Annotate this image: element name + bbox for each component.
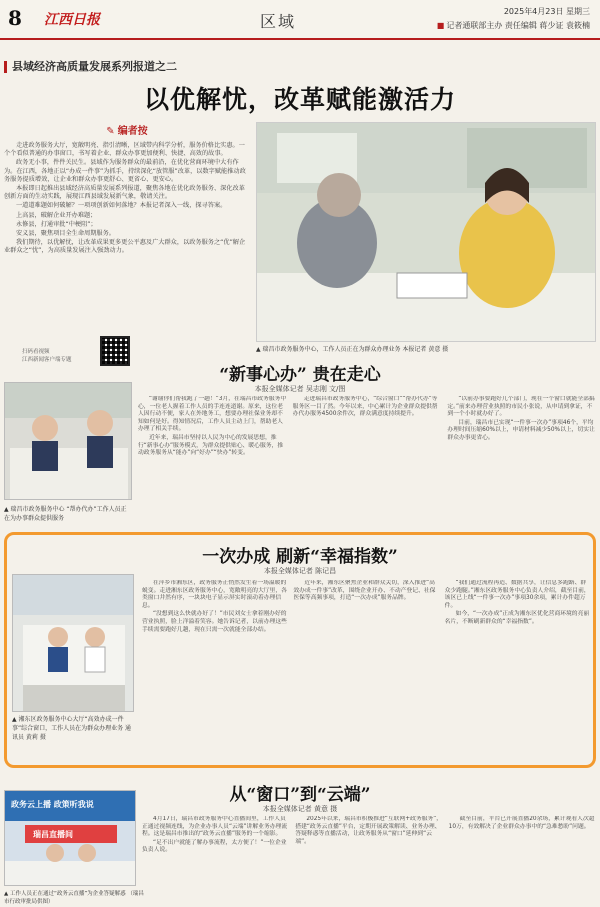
livestream-banner-text: 政务云上播 政策听我说: [11, 800, 94, 809]
service-counter-photo: [5, 383, 132, 500]
editorial-paragraph: 本报即日起推出县域经济高质量发展系列报道，聚焦各地在优化政务服务、深化改革创新方面的生动实践，展现江西县域发展新气象，敬请关注。: [4, 185, 245, 201]
issue-date: 2025年4月23日 星期三: [503, 7, 590, 16]
article3-column: 4月17日，瑞昌市政务服务中心直播间里，工作人员正通过视频连线，为企业办事人员“云端”讲解业务办理流程。这是瑞昌市推出的“政务云直播”服务的一个缩影。 “足不出户就能了解办事流程，太方便了！”一位企业负责人说。: [142, 816, 288, 854]
editorial-paragraph: 政务无小事，件件关民生。县域作为服务群众的最前沿，在优化营商环境中大有作为。在江西，各地正以“办成一件事”为抓手，持续深化“放管服”改革，以数字赋能推动政务服务提质增效，让企业和群众办事更舒心、更省心、更安心。: [4, 159, 246, 183]
article3-byline: 本报全媒体记者 黄意 摄: [262, 805, 338, 813]
qr-caption: 扫码看视频 江西新闻客户端专题: [22, 349, 72, 363]
editorial-paragraph: 一道道难题如何破解？一项项创新如何落地？本报记者深入一线，探寻答案。: [16, 202, 227, 210]
article1-column: “以前办事要跑好几个部门，现在一个窗口就能全部搞定。”前来办理营业执照的市民小张说，从申请到拿证，不到一个小时就办好了。 目前，瑞昌市已实现“一件事一次办”事项46个，平均办理时间压缩60%以上，申请材料减少50%以上，切实让群众办事更省心。: [447, 396, 595, 441]
article2-byline: 本报全媒体记者 陈记昌: [263, 567, 337, 575]
pen-icon: ✎: [106, 126, 115, 137]
newspaper-logo: 江西日报: [44, 12, 100, 28]
article2-headline: 一次办成 刷新“幸福指数”: [202, 547, 398, 567]
article1-body: [138, 396, 596, 526]
page-number: 8: [8, 6, 22, 30]
article1-photo: [4, 382, 132, 500]
article3-column: 2025年以来，瑞昌市积极推进“互联网+政务服务”，搭建“政务云直播”平台，定期开展政策解读、业务办理、答疑释惑等直播活动，让政务服务从“窗口”延伸到“云端”。: [295, 816, 443, 845]
top-photo-caption: ▲ 瑞昌市政务服务中心，工作人员正在为群众办理业务 本报记者 黄意 摄: [256, 346, 449, 353]
article1-column: “谢谢你们帮我跑了一趟！”3月，在瑞昌市政务服务中心，一位老人握着工作人员的手连连道谢。原来，这位老人因行动不便，家人在外地务工，想要办理社保业务却不知如何是好。得知情况后，工作人员主动上门，帮助老人办理了相关手续。 近年来，瑞昌市坚持以人民为中心的发展思想，推行“新事心办”服务模式，为群众提供贴心、暖心服务，推动政务服务从“能办”向“好办”“快办”转变。: [138, 396, 287, 457]
article2-photo-caption: ▲ 湘东区政务服务中心大厅“高效办成一件事”综合窗口，工作人员在为群众办理业务 通讯员 黄莉 摄: [12, 716, 132, 741]
top-photo: [256, 122, 596, 342]
article3-headline: 从“窗口”到“云端”: [229, 785, 371, 805]
article2-body: [142, 580, 590, 760]
editorial-paragraph: 走进政务服务大厅，宽敞明亮、指引清晰，区域带内科学分析，服务价格比实惠。一个个看似普通的办事窗口，书写着企业、群众办事更加便利、快捷、高效的故事。: [4, 142, 245, 158]
editorial-paragraph: 我们期待，以优解忧，让改革成果更多更公平惠及广大群众，以政务服务之“优”解企业群众之“忧”，为高质量发展注入强劲动力。: [4, 239, 246, 255]
square-icon: ■: [436, 21, 445, 30]
page-header: [0, 0, 600, 40]
article3-photo: [4, 790, 136, 886]
livestream-room-text: 瑞昌直播间: [33, 830, 73, 839]
article3-body: [142, 816, 596, 902]
editor-credits: ■ 记者通联部主办 责任编辑 蒋少证 袁筱楠: [436, 21, 590, 30]
bar-icon: [4, 61, 7, 73]
article3-column: 截至目前，平台已开展直播20余场，累计观看人次超10万，有效解决了企业群众办事中的“急难愁盼”问题。: [448, 816, 595, 830]
article1-headline: “新事心办” 贵在走心: [219, 365, 381, 385]
editorial-paragraph: 上高县，破解企业开办难题；: [16, 211, 97, 219]
section-title: 区域: [260, 12, 297, 31]
article2-photo: [12, 574, 134, 712]
editorial-note: [4, 122, 250, 354]
article2-column: 近年来，湘东区聚焦企业和群众关切，深入推进“高效办成一件事”改革，围绕企业开办、不动产登记、社保医保等高频事项，打造“一次办成”服务品牌。: [293, 580, 436, 602]
main-headline: 以优解忧，改革赋能激活力: [143, 85, 456, 114]
article2-column: “我们通过流程再造、数据共享，让信息多跑路、群众少跑腿。”湘东区政务服务中心负责人介绍，截至目前，该区已上线“一件事一次办”事项30余项，累计办件超万件。 如今，“一次办成”正成为湘东区优化营商环境的亮丽名片，不断刷新群众的“幸福指数”。: [444, 580, 590, 625]
editorial-body: [4, 142, 250, 256]
article3-photo-caption: ▲ 工作人员正在通过“政务云直播”为企业答疑解惑 （瑞昌市行政审批局供图）: [4, 891, 144, 905]
article2-column: 在萍乡市湘东区，政务服务正悄然发生着一场温暖的蜕变。走进湘东区政务服务中心，宽敞明亮的大厅里，各类窗口井然有序，一块块电子显示屏实时滚动着办理信息。 “没想到这么快就办好了！”市民刘女士拿着刚办好的营业执照，脸上洋溢着笑容。她告诉记者，以前办理这些手续需要跑好几趟，现在只需一次就能全部办结。: [142, 580, 287, 633]
editorial-paragraph: 安义县，聚焦项目全生命周期服务。: [16, 230, 115, 238]
article1-photo-caption: ▲ 瑞昌市政务服务中心 “帮办代办”工作人员正在为办事群众提供服务: [4, 506, 127, 522]
editorial-title: ✎ 编者按: [106, 126, 148, 137]
service-window-photo: [13, 575, 134, 712]
series-title: 县域经济高质量发展系列报道之二: [4, 58, 177, 74]
editorial-paragraph: 永修县，打通审批“中梗阻”；: [16, 220, 97, 228]
service-hall-photo: [257, 123, 596, 342]
article1-column: 走进瑞昌市政务服务中心，“综合窗口”“帮办代办”等服务区一目了然。今年以来，中心累计为企业群众提供帮办代办服务4500余件次，群众满意度持续提升。: [292, 396, 438, 418]
article1-byline: 本报全媒体记者 吴志刚 文/图: [254, 385, 346, 393]
